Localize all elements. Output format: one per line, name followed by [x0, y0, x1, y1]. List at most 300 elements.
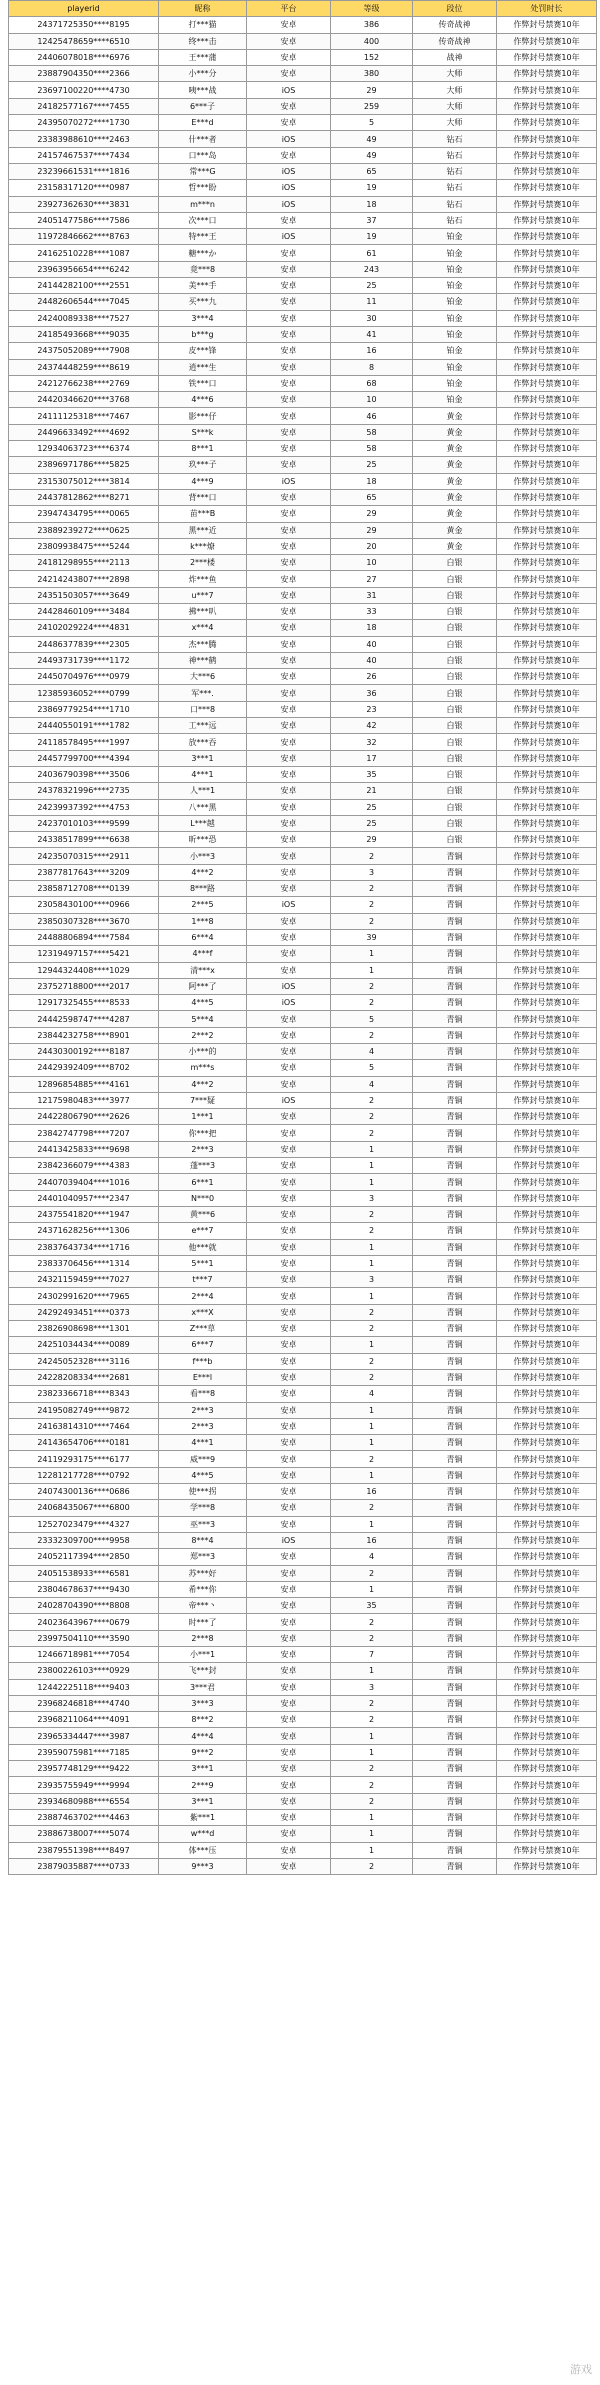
cell-platform: 安卓 — [247, 1728, 331, 1744]
cell-platform: 安卓 — [247, 115, 331, 131]
cell-level: 2 — [331, 848, 413, 864]
cell-platform: 安卓 — [247, 946, 331, 962]
table-row — [9, 734, 597, 750]
cell-nickname: L***越 — [159, 815, 247, 831]
table-row — [9, 1076, 597, 1092]
cell-playerid: 24228208334****2681 — [9, 1369, 159, 1385]
cell-level: 2 — [331, 1223, 413, 1239]
table-row — [9, 522, 597, 538]
table-row — [9, 163, 597, 179]
table-row — [9, 555, 597, 571]
cell-platform: 安卓 — [247, 1826, 331, 1842]
cell-nickname: 工***远 — [159, 718, 247, 734]
cell-nickname: 3***1 — [159, 750, 247, 766]
cell-nickname: 威***9 — [159, 1451, 247, 1467]
cell-nickname: 学***8 — [159, 1500, 247, 1516]
table-row — [9, 506, 597, 522]
cell-level: 29 — [331, 832, 413, 848]
cell-nickname: 4***2 — [159, 864, 247, 880]
cell-platform: 安卓 — [247, 815, 331, 831]
cell-penalty: 作弊封号禁赛10年 — [497, 424, 597, 440]
cell-nickname: u***7 — [159, 587, 247, 603]
cell-platform: 安卓 — [247, 766, 331, 782]
cell-playerid: 23153075012****3814 — [9, 473, 159, 489]
table-row — [9, 815, 597, 831]
cell-level: 152 — [331, 49, 413, 65]
cell-platform: 安卓 — [247, 962, 331, 978]
cell-playerid: 12527023479****4327 — [9, 1516, 159, 1532]
cell-penalty: 作弊封号禁赛10年 — [497, 17, 597, 33]
cell-platform: 安卓 — [247, 147, 331, 163]
cell-platform: 安卓 — [247, 1581, 331, 1597]
cell-playerid: 24378321996****2735 — [9, 783, 159, 799]
cell-platform: 安卓 — [247, 555, 331, 571]
cell-level: 380 — [331, 66, 413, 82]
cell-rank: 白银 — [413, 734, 497, 750]
cell-penalty: 作弊封号禁赛10年 — [497, 571, 597, 587]
table-row — [9, 1809, 597, 1825]
cell-penalty: 作弊封号禁赛10年 — [497, 1402, 597, 1418]
table-row — [9, 701, 597, 717]
table-row — [9, 1646, 597, 1662]
cell-level: 68 — [331, 375, 413, 391]
cell-level: 8 — [331, 359, 413, 375]
cell-platform: iOS — [247, 897, 331, 913]
cell-playerid: 12442225118****9403 — [9, 1679, 159, 1695]
cell-level: 58 — [331, 441, 413, 457]
cell-nickname: 杰***腾 — [159, 636, 247, 652]
cell-rank: 青铜 — [413, 978, 497, 994]
cell-rank: 白银 — [413, 636, 497, 652]
cell-playerid: 23968211064****4091 — [9, 1712, 159, 1728]
cell-rank: 青铜 — [413, 1369, 497, 1385]
cell-nickname: N***0 — [159, 1190, 247, 1206]
cell-rank: 青铜 — [413, 1109, 497, 1125]
cell-nickname: 铁***口 — [159, 375, 247, 391]
cell-platform: 安卓 — [247, 1744, 331, 1760]
table-row — [9, 603, 597, 619]
cell-nickname: m***s — [159, 1060, 247, 1076]
cell-rank: 青铜 — [413, 1206, 497, 1222]
cell-rank: 青铜 — [413, 1842, 497, 1858]
cell-playerid: 24375052089****7908 — [9, 343, 159, 359]
cell-platform: 安卓 — [247, 1321, 331, 1337]
cell-platform: 安卓 — [247, 1418, 331, 1434]
table-row — [9, 1663, 597, 1679]
cell-level: 400 — [331, 33, 413, 49]
cell-platform: iOS — [247, 180, 331, 196]
cell-nickname: 背***口 — [159, 489, 247, 505]
cell-rank: 黄金 — [413, 457, 497, 473]
cell-playerid: 24440550191****1782 — [9, 718, 159, 734]
cell-rank: 青铜 — [413, 1712, 497, 1728]
cell-rank: 青铜 — [413, 1809, 497, 1825]
cell-nickname: 飞***封 — [159, 1663, 247, 1679]
cell-penalty: 作弊封号禁赛10年 — [497, 913, 597, 929]
cell-playerid: 24401040957****2347 — [9, 1190, 159, 1206]
cell-nickname: 什***者 — [159, 131, 247, 147]
cell-penalty: 作弊封号禁赛10年 — [497, 1793, 597, 1809]
table-row — [9, 33, 597, 49]
table-row — [9, 1695, 597, 1711]
table-row — [9, 1158, 597, 1174]
cell-rank: 青铜 — [413, 1141, 497, 1157]
cell-rank: 铂金 — [413, 359, 497, 375]
cell-nickname: 2***8 — [159, 1630, 247, 1646]
cell-level: 61 — [331, 245, 413, 261]
cell-platform: 安卓 — [247, 1174, 331, 1190]
cell-level: 2 — [331, 1353, 413, 1369]
cell-platform: 安卓 — [247, 1679, 331, 1695]
cell-rank: 铂金 — [413, 261, 497, 277]
cell-platform: 安卓 — [247, 1044, 331, 1060]
cell-platform: 安卓 — [247, 294, 331, 310]
cell-nickname: 黄***6 — [159, 1206, 247, 1222]
table-row — [9, 98, 597, 114]
cell-nickname: 6***4 — [159, 929, 247, 945]
cell-penalty: 作弊封号禁赛10年 — [497, 652, 597, 668]
cell-penalty: 作弊封号禁赛10年 — [497, 587, 597, 603]
table-row — [9, 1761, 597, 1777]
cell-rank: 黄金 — [413, 473, 497, 489]
penalty-table — [8, 0, 597, 1875]
cell-rank: 青铜 — [413, 1516, 497, 1532]
cell-platform: 安卓 — [247, 343, 331, 359]
table-row — [9, 848, 597, 864]
cell-penalty: 作弊封号禁赛10年 — [497, 1027, 597, 1043]
cell-playerid: 24051477586****7586 — [9, 212, 159, 228]
cell-level: 1 — [331, 1728, 413, 1744]
table-row — [9, 424, 597, 440]
cell-playerid: 23833706456****1314 — [9, 1255, 159, 1271]
cell-nickname: 糖***か — [159, 245, 247, 261]
table-row — [9, 1125, 597, 1141]
cell-playerid: 23823366718****8343 — [9, 1386, 159, 1402]
cell-level: 2 — [331, 1712, 413, 1728]
cell-nickname: 影***仔 — [159, 408, 247, 424]
cell-nickname: 小***分 — [159, 66, 247, 82]
cell-playerid: 12175980483****3977 — [9, 1092, 159, 1108]
cell-playerid: 12934063723****6374 — [9, 441, 159, 457]
cell-nickname: 军***. — [159, 685, 247, 701]
cell-rank: 大师 — [413, 98, 497, 114]
cell-nickname: 特***王 — [159, 229, 247, 245]
cell-rank: 白银 — [413, 652, 497, 668]
cell-platform: 安卓 — [247, 1076, 331, 1092]
cell-penalty: 作弊封号禁赛10年 — [497, 1337, 597, 1353]
cell-platform: 安卓 — [247, 832, 331, 848]
table-row — [9, 1402, 597, 1418]
cell-nickname: 希***你 — [159, 1581, 247, 1597]
table-row — [9, 783, 597, 799]
cell-rank: 青铜 — [413, 1435, 497, 1451]
cell-platform: 安卓 — [247, 1516, 331, 1532]
cell-playerid: 24321159459****7027 — [9, 1272, 159, 1288]
cell-nickname: 4***5 — [159, 1467, 247, 1483]
cell-rank: 大师 — [413, 82, 497, 98]
cell-playerid: 24068435067****6800 — [9, 1500, 159, 1516]
table-row — [9, 962, 597, 978]
cell-rank: 青铜 — [413, 1125, 497, 1141]
cell-nickname: 逍***生 — [159, 359, 247, 375]
cell-penalty: 作弊封号禁赛10年 — [497, 929, 597, 945]
cell-penalty: 作弊封号禁赛10年 — [497, 1435, 597, 1451]
cell-playerid: 24488806894****7584 — [9, 929, 159, 945]
cell-penalty: 作弊封号禁赛10年 — [497, 620, 597, 636]
table-row — [9, 636, 597, 652]
cell-rank: 黄金 — [413, 424, 497, 440]
cell-level: 2 — [331, 1027, 413, 1043]
cell-rank: 青铜 — [413, 881, 497, 897]
cell-playerid: 23158317120****0987 — [9, 180, 159, 196]
cell-level: 11 — [331, 294, 413, 310]
cell-nickname: w***d — [159, 1826, 247, 1842]
cell-nickname: 口***8 — [159, 701, 247, 717]
cell-nickname: 口***岛 — [159, 147, 247, 163]
cell-rank: 青铜 — [413, 1174, 497, 1190]
cell-level: 4 — [331, 1386, 413, 1402]
cell-penalty: 作弊封号禁赛10年 — [497, 1500, 597, 1516]
cell-playerid: 24119293175****6177 — [9, 1451, 159, 1467]
cell-platform: 安卓 — [247, 98, 331, 114]
cell-platform: iOS — [247, 995, 331, 1011]
cell-rank: 黄金 — [413, 522, 497, 538]
cell-nickname: 2***3 — [159, 1141, 247, 1157]
cell-penalty: 作弊封号禁赛10年 — [497, 1239, 597, 1255]
cell-rank: 黄金 — [413, 489, 497, 505]
cell-rank: 大师 — [413, 66, 497, 82]
cell-penalty: 作弊封号禁赛10年 — [497, 1858, 597, 1874]
table-row — [9, 1484, 597, 1500]
cell-level: 16 — [331, 1484, 413, 1500]
table-row — [9, 1598, 597, 1614]
cell-playerid: 24457799700****4394 — [9, 750, 159, 766]
cell-nickname: 6***7 — [159, 1337, 247, 1353]
cell-penalty: 作弊封号禁赛10年 — [497, 783, 597, 799]
cell-level: 4 — [331, 1044, 413, 1060]
cell-nickname: 昕***恐 — [159, 832, 247, 848]
cell-rank: 青铜 — [413, 1565, 497, 1581]
cell-playerid: 24251034434****0089 — [9, 1337, 159, 1353]
cell-nickname: 买***九 — [159, 294, 247, 310]
cell-rank: 钻石 — [413, 163, 497, 179]
cell-rank: 青铜 — [413, 946, 497, 962]
cell-platform: 安卓 — [247, 1549, 331, 1565]
cell-playerid: 24162510228****1087 — [9, 245, 159, 261]
cell-playerid: 23842747798****7207 — [9, 1125, 159, 1141]
cell-penalty: 作弊封号禁赛10年 — [497, 1304, 597, 1320]
cell-rank: 白银 — [413, 603, 497, 619]
table-row — [9, 1712, 597, 1728]
cell-rank: 青铜 — [413, 1695, 497, 1711]
cell-rank: 青铜 — [413, 1500, 497, 1516]
cell-nickname: 小***1 — [159, 1646, 247, 1662]
cell-penalty: 作弊封号禁赛10年 — [497, 245, 597, 261]
cell-platform: iOS — [247, 229, 331, 245]
cell-platform: 安卓 — [247, 1206, 331, 1222]
cell-level: 36 — [331, 685, 413, 701]
cell-playerid: 24429392409****8702 — [9, 1060, 159, 1076]
cell-playerid: 24428460109****3484 — [9, 603, 159, 619]
cell-nickname: b***g — [159, 326, 247, 342]
cell-rank: 白银 — [413, 832, 497, 848]
cell-playerid: 24422806790****2626 — [9, 1109, 159, 1125]
cell-penalty: 作弊封号禁赛10年 — [497, 1826, 597, 1842]
cell-level: 65 — [331, 163, 413, 179]
cell-rank: 青铜 — [413, 1630, 497, 1646]
cell-platform: 安卓 — [247, 1761, 331, 1777]
cell-rank: 青铜 — [413, 962, 497, 978]
cell-platform: 安卓 — [247, 1777, 331, 1793]
cell-nickname: 八***黑 — [159, 799, 247, 815]
cell-penalty: 作弊封号禁赛10年 — [497, 457, 597, 473]
cell-rank: 青铜 — [413, 1679, 497, 1695]
cell-nickname: 4***9 — [159, 473, 247, 489]
cell-nickname: 时***了 — [159, 1614, 247, 1630]
table-row — [9, 1858, 597, 1874]
cell-penalty: 作弊封号禁赛10年 — [497, 1125, 597, 1141]
cell-platform: 安卓 — [247, 864, 331, 880]
cell-level: 1 — [331, 946, 413, 962]
cell-playerid: 24239937392****4753 — [9, 799, 159, 815]
cell-playerid: 12425478659****6510 — [9, 33, 159, 49]
cell-playerid: 24450704976****0979 — [9, 669, 159, 685]
cell-rank: 白银 — [413, 799, 497, 815]
cell-penalty: 作弊封号禁赛10年 — [497, 1158, 597, 1174]
cell-penalty: 作弊封号禁赛10年 — [497, 49, 597, 65]
cell-platform: 安卓 — [247, 441, 331, 457]
cell-playerid: 24111125318****7467 — [9, 408, 159, 424]
cell-platform: iOS — [247, 1092, 331, 1108]
cell-penalty: 作弊封号禁赛10年 — [497, 881, 597, 897]
cell-platform: 安卓 — [247, 1239, 331, 1255]
cell-platform: iOS — [247, 978, 331, 994]
cell-playerid: 24028704390****8808 — [9, 1598, 159, 1614]
cell-playerid: 23869779254****1710 — [9, 701, 159, 717]
cell-level: 386 — [331, 17, 413, 33]
cell-penalty: 作弊封号禁赛10年 — [497, 815, 597, 831]
cell-playerid: 23934680988****6554 — [9, 1793, 159, 1809]
cell-nickname: 小***的 — [159, 1044, 247, 1060]
cell-penalty: 作弊封号禁赛10年 — [497, 473, 597, 489]
cell-penalty: 作弊封号禁赛10年 — [497, 326, 597, 342]
cell-platform: 安卓 — [247, 1337, 331, 1353]
cell-platform: 安卓 — [247, 799, 331, 815]
cell-nickname: 小***3 — [159, 848, 247, 864]
cell-playerid: 12281217728****0792 — [9, 1467, 159, 1483]
cell-nickname: 王***蒲 — [159, 49, 247, 65]
cell-nickname: 他***就 — [159, 1239, 247, 1255]
cell-level: 2 — [331, 1321, 413, 1337]
cell-level: 19 — [331, 180, 413, 196]
cell-rank: 青铜 — [413, 1060, 497, 1076]
cell-platform: 安卓 — [247, 522, 331, 538]
cell-level: 1 — [331, 1288, 413, 1304]
cell-penalty: 作弊封号禁赛10年 — [497, 1255, 597, 1271]
cell-playerid: 23959075981****7185 — [9, 1744, 159, 1760]
cell-penalty: 作弊封号禁赛10年 — [497, 1809, 597, 1825]
table-row — [9, 1027, 597, 1043]
cell-rank: 青铜 — [413, 1451, 497, 1467]
cell-playerid: 24374448259****8619 — [9, 359, 159, 375]
cell-rank: 青铜 — [413, 848, 497, 864]
cell-platform: 安卓 — [247, 375, 331, 391]
cell-rank: 铂金 — [413, 229, 497, 245]
cell-platform: 安卓 — [247, 538, 331, 554]
table-row — [9, 1206, 597, 1222]
cell-platform: 安卓 — [247, 1109, 331, 1125]
cell-rank: 大师 — [413, 115, 497, 131]
header-platform: 平台 — [247, 1, 331, 17]
cell-playerid: 12466718981****7054 — [9, 1646, 159, 1662]
table-row — [9, 1239, 597, 1255]
cell-level: 1 — [331, 1842, 413, 1858]
cell-penalty: 作弊封号禁赛10年 — [497, 848, 597, 864]
cell-level: 5 — [331, 1060, 413, 1076]
table-row — [9, 441, 597, 457]
cell-platform: iOS — [247, 196, 331, 212]
cell-level: 58 — [331, 424, 413, 440]
cell-rank: 青铜 — [413, 1288, 497, 1304]
cell-level: 1 — [331, 1141, 413, 1157]
cell-level: 40 — [331, 636, 413, 652]
cell-level: 41 — [331, 326, 413, 342]
cell-platform: 安卓 — [247, 245, 331, 261]
table-row — [9, 82, 597, 98]
cell-playerid: 24437812862****8271 — [9, 489, 159, 505]
cell-penalty: 作弊封号禁赛10年 — [497, 506, 597, 522]
table-row — [9, 1500, 597, 1516]
table-row — [9, 864, 597, 880]
cell-rank: 青铜 — [413, 1223, 497, 1239]
table-row — [9, 49, 597, 65]
table-row — [9, 1092, 597, 1108]
cell-playerid: 24413425833****9698 — [9, 1141, 159, 1157]
cell-rank: 铂金 — [413, 343, 497, 359]
cell-rank: 白银 — [413, 701, 497, 717]
table-row — [9, 1255, 597, 1271]
cell-nickname: 2***5 — [159, 897, 247, 913]
cell-rank: 青铜 — [413, 929, 497, 945]
cell-rank: 青铜 — [413, 864, 497, 880]
cell-penalty: 作弊封号禁赛10年 — [497, 1011, 597, 1027]
cell-platform: 安卓 — [247, 603, 331, 619]
cell-platform: 安卓 — [247, 310, 331, 326]
cell-level: 2 — [331, 1109, 413, 1125]
cell-playerid: 24371628256****1306 — [9, 1223, 159, 1239]
cell-rank: 传奇战神 — [413, 17, 497, 33]
cell-platform: 安卓 — [247, 1630, 331, 1646]
cell-level: 3 — [331, 864, 413, 880]
table-row — [9, 326, 597, 342]
cell-level: 1 — [331, 1744, 413, 1760]
cell-penalty: 作弊封号禁赛10年 — [497, 115, 597, 131]
cell-level: 29 — [331, 506, 413, 522]
cell-level: 25 — [331, 799, 413, 815]
cell-penalty: 作弊封号禁赛10年 — [497, 1092, 597, 1108]
cell-penalty: 作弊封号禁赛10年 — [497, 310, 597, 326]
table-row — [9, 832, 597, 848]
cell-playerid: 24144282100****2551 — [9, 278, 159, 294]
cell-penalty: 作弊封号禁赛10年 — [497, 1060, 597, 1076]
cell-rank: 铂金 — [413, 326, 497, 342]
cell-penalty: 作弊封号禁赛10年 — [497, 1174, 597, 1190]
cell-penalty: 作弊封号禁赛10年 — [497, 212, 597, 228]
table-row — [9, 571, 597, 587]
cell-rank: 白银 — [413, 783, 497, 799]
cell-penalty: 作弊封号禁赛10年 — [497, 441, 597, 457]
cell-rank: 白银 — [413, 750, 497, 766]
